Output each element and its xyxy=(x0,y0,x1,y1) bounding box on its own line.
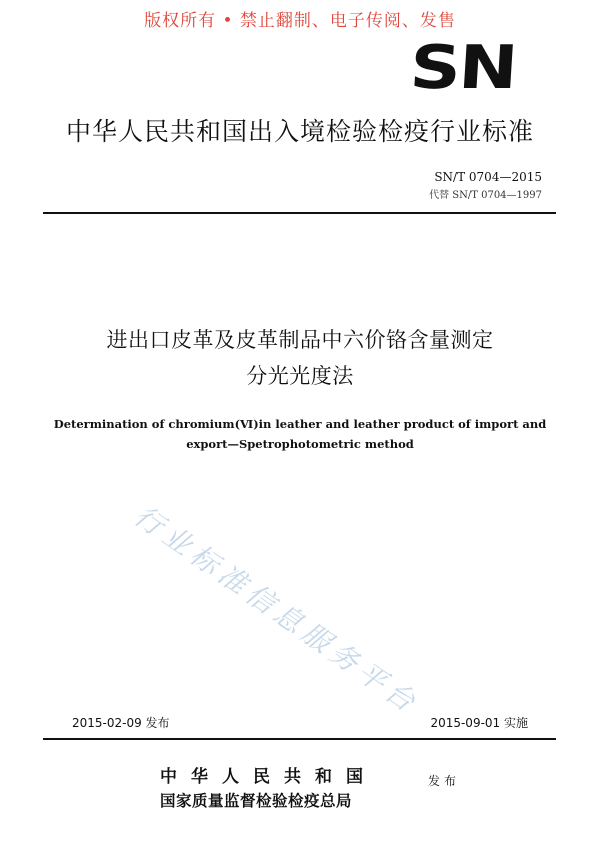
issuer-block xyxy=(160,762,377,811)
org-title: 中华人民共和国出入境检验检疫行业标准 xyxy=(65,117,534,146)
issuer-agency: 国家质量监督检验检疫总局 xyxy=(160,791,353,810)
implementation-date: 2015-09-01 实施 xyxy=(430,716,528,730)
title-en-line1: Determination of chromium(Ⅵ)in leather and leather product of import and xyxy=(53,417,547,431)
title-en-line2: export—Spetrophotometric method xyxy=(186,437,414,451)
publish-label: 发布 xyxy=(428,774,461,788)
sn-logo: SN xyxy=(407,33,518,103)
standard-number: SN/T 0704—2015 xyxy=(434,170,542,184)
issuer-country: 中华人民共和国 xyxy=(160,767,377,787)
title-cn-line2: 分光光度法 xyxy=(246,364,354,388)
top-divider xyxy=(43,212,556,214)
replaces-standard: 代替 SN/T 0704—1997 xyxy=(429,190,542,201)
watermark: 行业标准信息服务平台 xyxy=(128,499,426,722)
title-cn-line1: 进出口皮革及皮革制品中六价铬含量测定 xyxy=(106,328,494,352)
title-en xyxy=(40,414,560,454)
title-cn xyxy=(30,322,570,394)
issue-date: 2015-02-09 发布 xyxy=(72,716,170,730)
bottom-divider xyxy=(43,738,556,740)
copyright-notice: 版权所有 • 禁止翻制、电子传阅、发售 xyxy=(144,11,456,31)
